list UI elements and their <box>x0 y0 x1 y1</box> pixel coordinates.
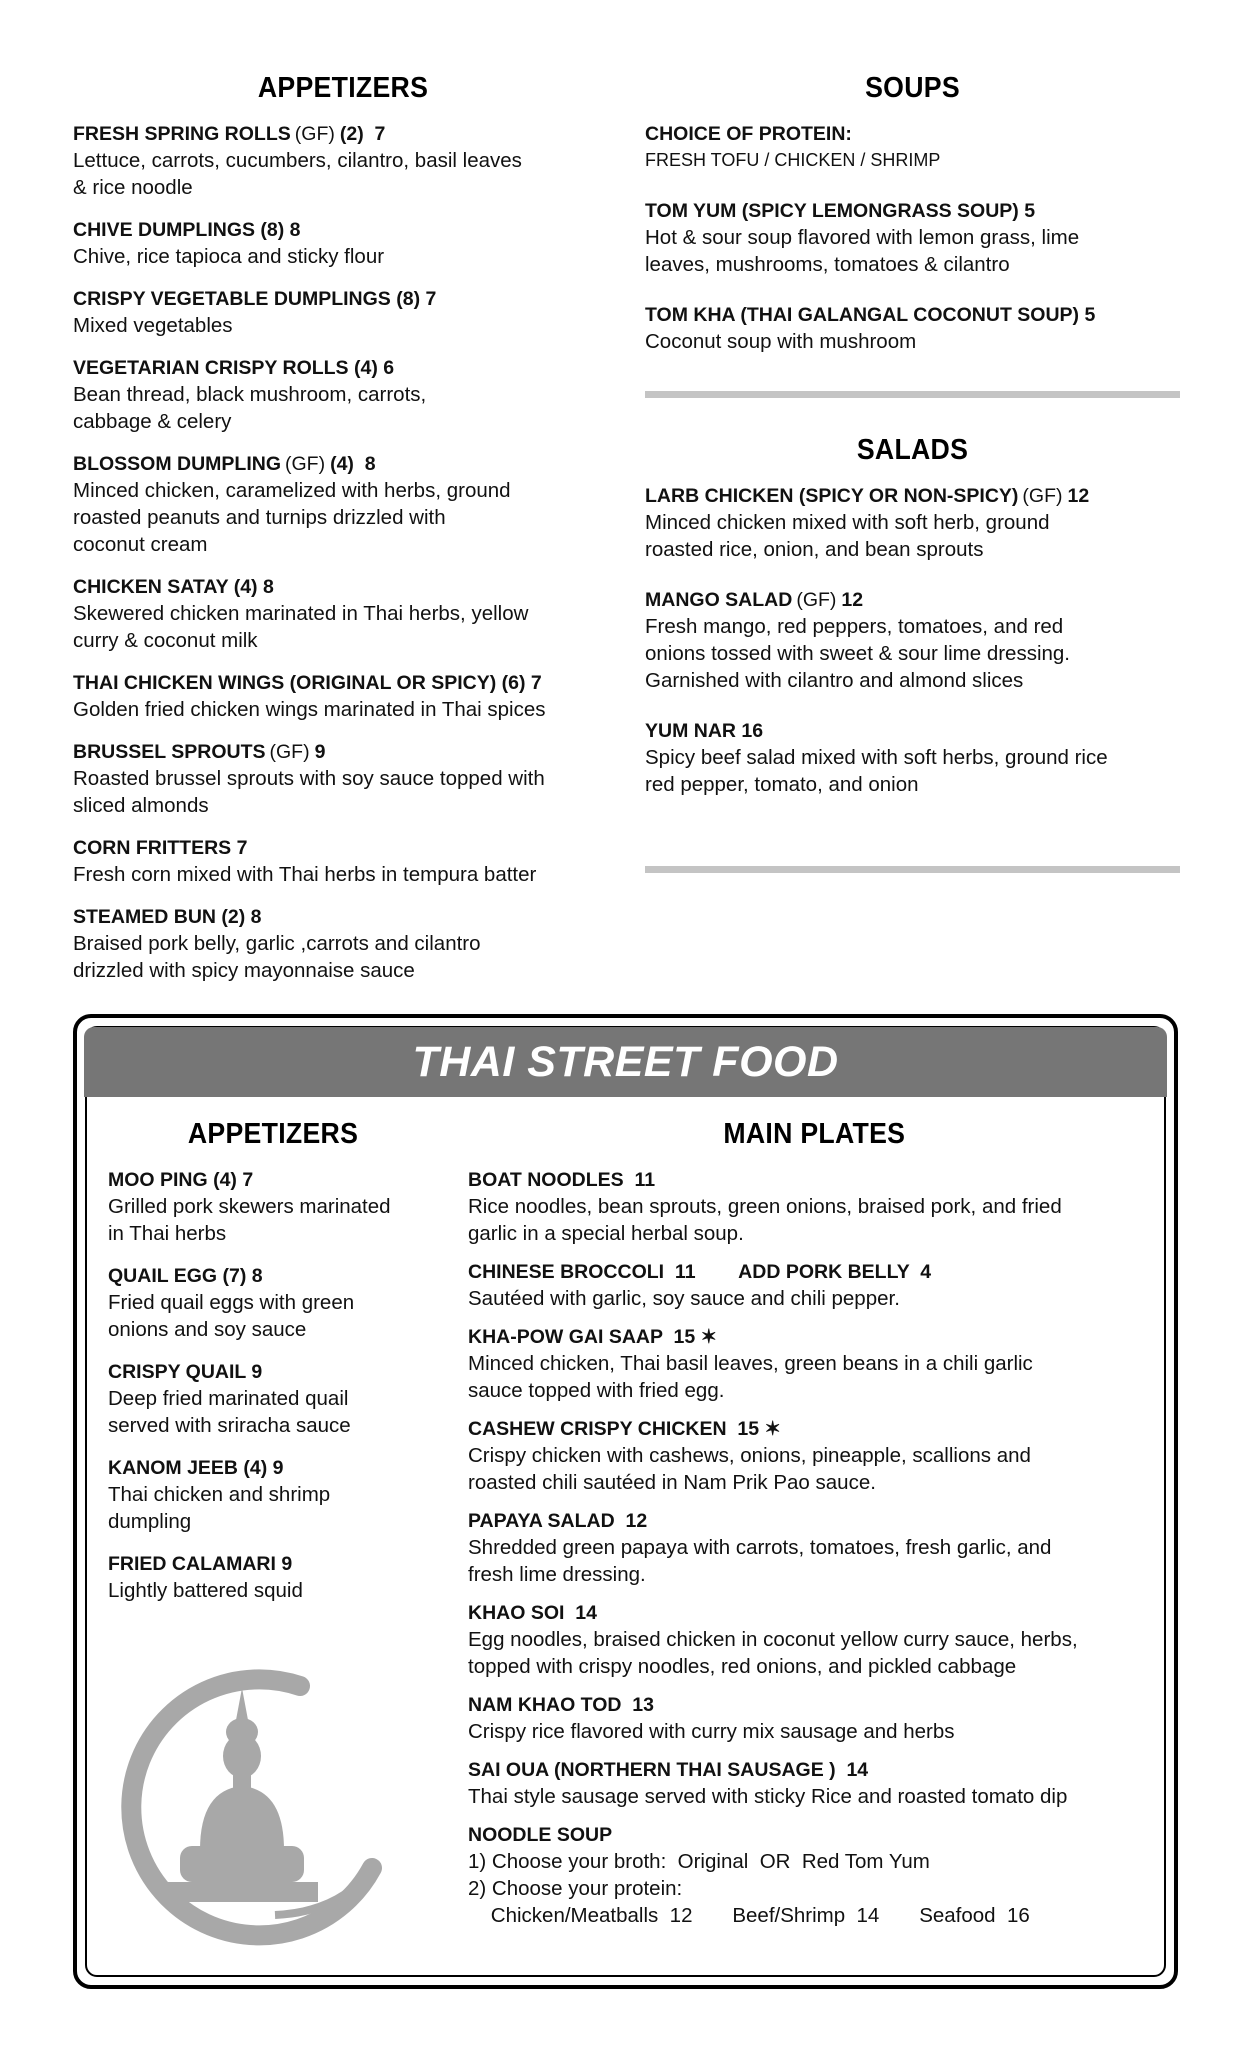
item-description: drizzled with spicy mayonnaise sauce <box>73 959 415 982</box>
item-description: Minced chicken, caramelized with herbs, ground <box>73 479 511 502</box>
item-name: KANOM JEEB (4) 9 <box>108 1457 284 1479</box>
item-description: Shredded green papaya with carrots, tomatoes, fresh garlic, and <box>468 1536 1052 1559</box>
item-name: NAM KHAO TOD 13 <box>468 1694 654 1716</box>
main-plates-list <box>468 1167 1148 1810</box>
item-name: CHIVE DUMPLINGS (8) 8 <box>73 219 301 241</box>
item-description: leaves, mushrooms, tomatoes & cilantro <box>645 253 1010 276</box>
menu-item-tom-yum-spicy-lemongrass-soup-5 <box>645 198 1180 278</box>
item-name: VEGETARIAN CRISPY ROLLS (4) 6 <box>73 357 395 379</box>
item-description: Fried quail eggs with green <box>108 1291 355 1314</box>
menu-item-vegetarian-crispy-rolls-4-6 <box>73 355 613 435</box>
item-description: served with sriracha sauce <box>108 1414 351 1437</box>
menu-item-moo-ping-4-7 <box>108 1167 438 1247</box>
item-name: SAI OUA (NORTHERN THAI SAUSAGE ) 14 <box>468 1759 869 1781</box>
menu-item-nam-khao-tod-13 <box>468 1692 1148 1745</box>
item-description: Deep fried marinated quail <box>108 1387 349 1410</box>
item-description: Thai style sausage served with sticky Rice and roasted tomato dip <box>468 1785 1068 1808</box>
item-description: Fresh corn mixed with Thai herbs in tempura batter <box>73 863 537 886</box>
street-appetizers-heading: APPETIZERS <box>187 1118 359 1150</box>
item-description: Coconut soup with mushroom <box>645 330 917 353</box>
item-description: roasted peanuts and turnips drizzled with <box>73 506 446 529</box>
appetizers-section <box>73 72 613 1000</box>
item-description: Mixed vegetables <box>73 314 233 337</box>
item-name: TOM KHA (THAI GALANGAL COCONUT SOUP) 5 <box>645 304 1096 326</box>
menu-item-fresh-spring-rolls <box>73 121 613 201</box>
item-description: Lettuce, carrots, cucumbers, cilantro, basil leaves <box>73 149 522 172</box>
item-name: CRISPY VEGETABLE DUMPLINGS (8) 7 <box>73 288 437 310</box>
menu-item-tom-kha-thai-galangal-coconut-soup-5 <box>645 302 1180 355</box>
item-description: Fresh mango, red peppers, tomatoes, and red <box>645 615 1064 638</box>
item-description: Lightly battered squid <box>108 1579 303 1602</box>
item-description: Minced chicken, Thai basil leaves, green beans in a chili garlic <box>468 1352 1033 1375</box>
menu-item-crispy-quail-9 <box>108 1359 438 1439</box>
item-description: Minced chicken mixed with soft herb, ground <box>645 511 1050 534</box>
item-description: Sautéed with garlic, soy sauce and chili pepper. <box>468 1287 900 1310</box>
soups-heading: SOUPS <box>865 72 960 104</box>
menu-item-kha-pow-gai-saap-15 <box>468 1324 1148 1404</box>
appetizers-heading: APPETIZERS <box>257 72 429 104</box>
menu-item-blossom-dumpling <box>73 451 613 558</box>
menu-item-khao-soi-14 <box>468 1600 1148 1680</box>
item-description: Hot & sour soup flavored with lemon grass, lime <box>645 226 1080 249</box>
menu-item-fried-calamari-9 <box>108 1551 438 1604</box>
street-appetizers-list <box>108 1167 438 1604</box>
item-name: THAI CHICKEN WINGS (ORIGINAL OR SPICY) (6) 7 <box>73 672 542 694</box>
menu-item-quail-egg-7-8 <box>108 1263 438 1343</box>
appetizers-list <box>73 121 613 984</box>
item-description: Crispy rice flavored with curry mix sausage and herbs <box>468 1720 955 1743</box>
menu-item-papaya-salad-12 <box>468 1508 1148 1588</box>
item-description: onions tossed with sweet & sour lime dressing. <box>645 642 1071 665</box>
protein-choice-label: CHOICE OF PROTEIN: <box>645 123 852 145</box>
item-description: coconut cream <box>73 533 208 556</box>
divider <box>645 866 1180 873</box>
menu-item-brussel-sprouts <box>73 739 613 819</box>
item-description: Skewered chicken marinated in Thai herbs, yellow <box>73 602 529 625</box>
item-name: MANGO SALAD (GF) 12 <box>645 589 864 611</box>
item-description: Crispy chicken with cashews, onions, pineapple, scallions and <box>468 1444 1031 1467</box>
item-name: KHAO SOI 14 <box>468 1602 597 1624</box>
item-name: BLOSSOM DUMPLING (GF) (4) 8 <box>73 453 376 475</box>
buddha-logo-icon <box>100 1650 390 1950</box>
menu-item-yum-nar-16 <box>645 718 1180 798</box>
item-name: BRUSSEL SPROUTS (GF) 9 <box>73 741 326 763</box>
item-name: CHICKEN SATAY (4) 8 <box>73 576 274 598</box>
item-description: Thai chicken and shrimp <box>108 1483 331 1506</box>
item-description: Roasted brussel sprouts with soy sauce topped with <box>73 767 545 790</box>
item-description: red pepper, tomato, and onion <box>645 773 919 796</box>
menu-item-corn-fritters-7 <box>73 835 613 888</box>
item-description: garlic in a special herbal soup. <box>468 1222 744 1245</box>
item-name: BOAT NOODLES 11 <box>468 1169 656 1191</box>
noodle-soup-step2: 2) Choose your protein: <box>468 1877 683 1900</box>
item-description: dumpling <box>108 1510 192 1533</box>
divider <box>645 391 1180 398</box>
salads-heading: SALADS <box>856 434 969 466</box>
item-description: onions and soy sauce <box>108 1318 307 1341</box>
protein-choice-options: FRESH TOFU / CHICKEN / SHRIMP <box>645 150 941 170</box>
menu-item-chive-dumplings-8-8 <box>73 217 613 270</box>
item-name: LARB CHICKEN (SPICY OR NON-SPICY) (GF) 12 <box>645 485 1090 507</box>
item-name: STEAMED BUN (2) 8 <box>73 906 262 928</box>
menu-item-mango-salad <box>645 587 1180 694</box>
menu-item-steamed-bun-2-8 <box>73 904 613 984</box>
item-description: Grilled pork skewers marinated <box>108 1195 391 1218</box>
menu-item-crispy-vegetable-dumplings-8-7 <box>73 286 613 339</box>
menu-item-cashew-crispy-chicken-15 <box>468 1416 1148 1496</box>
item-description: sauce topped with fried egg. <box>468 1379 725 1402</box>
item-name: CRISPY QUAIL 9 <box>108 1361 263 1383</box>
item-name: PAPAYA SALAD 12 <box>468 1510 648 1532</box>
protein-choice <box>645 121 1180 174</box>
salads-list <box>645 483 1180 798</box>
soups-salads-column <box>645 72 1180 873</box>
item-name: FRESH SPRING ROLLS (GF) (2) 7 <box>73 123 386 145</box>
item-name: CHINESE BROCCOLI 11 ADD PORK BELLY 4 <box>468 1261 932 1283</box>
main-plates <box>468 1118 1148 1945</box>
item-description: topped with crispy noodles, red onions, and pickled cabbage <box>468 1655 1017 1678</box>
menu-item-chicken-satay-4-8 <box>73 574 613 654</box>
item-description: Golden fried chicken wings marinated in Thai spices <box>73 698 546 721</box>
noodle-soup-options: Chicken/Meatballs 12 Beef/Shrimp 14 Seafood 16 <box>468 1904 1030 1927</box>
item-description: fresh lime dressing. <box>468 1563 646 1586</box>
item-name: QUAIL EGG (7) 8 <box>108 1265 263 1287</box>
item-name: MOO PING (4) 7 <box>108 1169 254 1191</box>
noodle-soup-item <box>468 1822 1148 1929</box>
item-name: TOM YUM (SPICY LEMONGRASS SOUP) 5 <box>645 200 1036 222</box>
item-description: in Thai herbs <box>108 1222 227 1245</box>
item-name: FRIED CALAMARI 9 <box>108 1553 293 1575</box>
menu-item-sai-oua-northern-thai-sausage-14 <box>468 1757 1148 1810</box>
noodle-soup-name: NOODLE SOUP <box>468 1824 613 1846</box>
item-description: Egg noodles, braised chicken in coconut yellow curry sauce, herbs, <box>468 1628 1078 1651</box>
item-description: Rice noodles, bean sprouts, green onions, braised pork, and fried <box>468 1195 1062 1218</box>
soups-list <box>645 198 1180 355</box>
menu-item-chinese-broccoli-11-add-pork-belly-4 <box>468 1259 1148 1312</box>
menu-item-larb-chicken-spicy-or-non-spicy <box>645 483 1180 563</box>
item-name: CORN FRITTERS 7 <box>73 837 248 859</box>
item-description: roasted rice, onion, and bean sprouts <box>645 538 984 561</box>
item-description: Chive, rice tapioca and sticky flour <box>73 245 385 268</box>
noodle-soup-step1: 1) Choose your broth: Original OR Red Tom Yum <box>468 1850 930 1873</box>
item-description: Braised pork belly, garlic ,carrots and cilantro <box>73 932 481 955</box>
menu-item-kanom-jeeb-4-9 <box>108 1455 438 1535</box>
item-description: Bean thread, black mushroom, carrots, <box>73 383 427 406</box>
street-food-appetizers <box>108 1118 438 1620</box>
item-description: cabbage & celery <box>73 410 232 433</box>
main-plates-heading: MAIN PLATES <box>723 1118 906 1150</box>
item-description: Garnished with cilantro and almond slices <box>645 669 1024 692</box>
item-name: CASHEW CRISPY CHICKEN 15 ✶ <box>468 1418 781 1440</box>
street-food-banner: THAI STREET FOOD <box>84 1027 1167 1097</box>
item-description: roasted chili sautéed in Nam Prik Pao sauce. <box>468 1471 876 1494</box>
item-name: YUM NAR 16 <box>645 720 764 742</box>
item-description: Spicy beef salad mixed with soft herbs, ground rice <box>645 746 1108 769</box>
item-name: KHA-POW GAI SAAP 15 ✶ <box>468 1326 717 1348</box>
item-description: sliced almonds <box>73 794 209 817</box>
item-description: & rice noodle <box>73 176 193 199</box>
menu-item-thai-chicken-wings-original-or-spicy-6-7 <box>73 670 613 723</box>
item-description: curry & coconut milk <box>73 629 258 652</box>
menu-item-boat-noodles-11 <box>468 1167 1148 1247</box>
